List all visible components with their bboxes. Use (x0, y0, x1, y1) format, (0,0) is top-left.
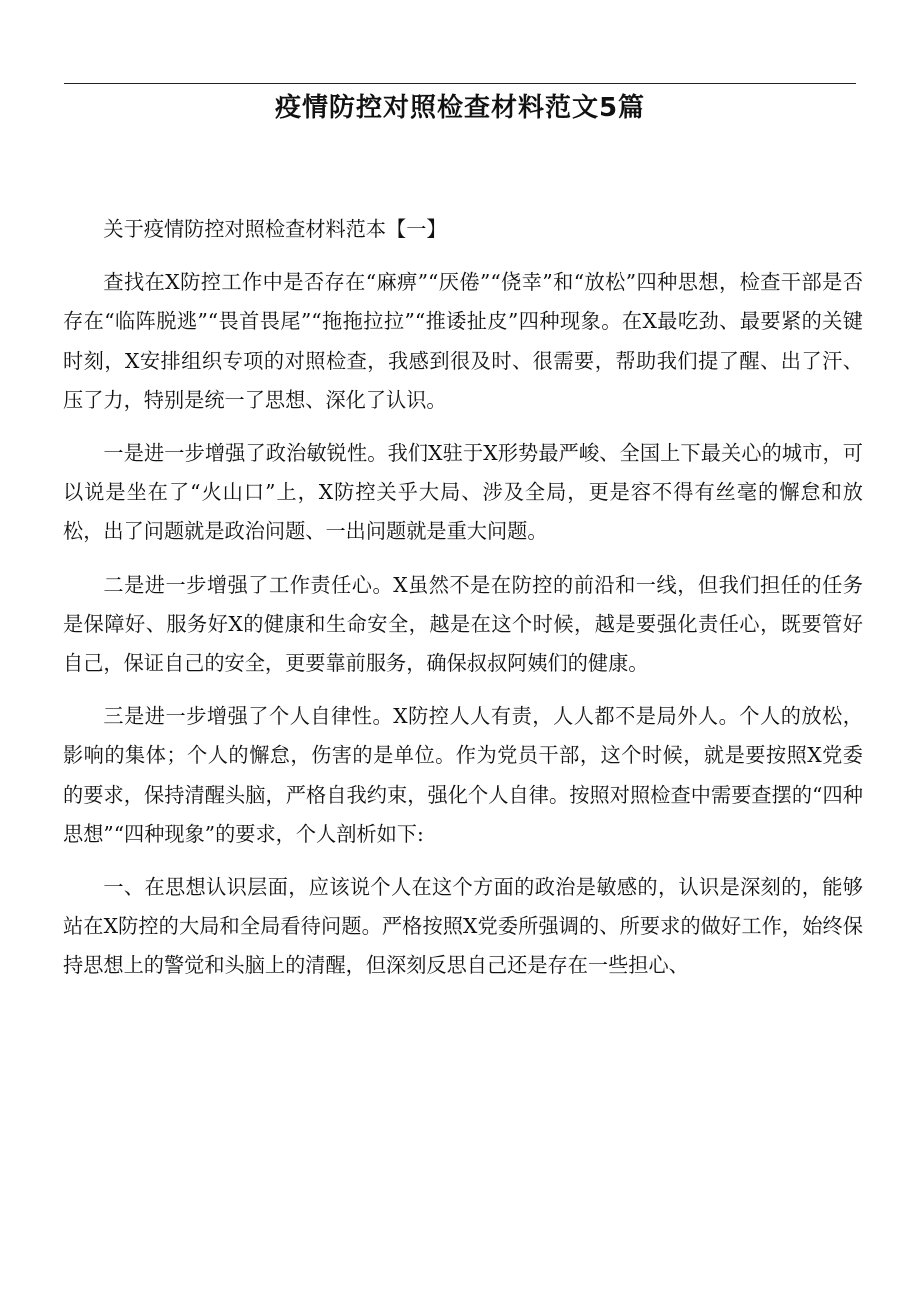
section-heading: 关于疫情防控对照检查材料范本【一】 (103, 217, 447, 241)
paragraph: 查找在X防控工作中是否存在“麻痹”“厌倦”“侥幸”和“放松”四种思想，检查干部是否存在“临阵脱逃”“畏首畏尾”“拖拖拉拉”“推诿扯皮”四种现象。在X最吃劲、最要紧的关键时刻，X安排组织专项的对照检查，我感到很及时、很需要，帮助我们提了醒、出了汗、压了力，特别是统一了思想、深化了认识。 (63, 270, 863, 412)
paragraph: 二是进一步增强了工作责任心。X虽然不是在防控的前沿和一线，但我们担任的任务是保障好、服务好X的健康和生命安全，越是在这个时候，越是要强化责任心，既要管好自己，保证自己的安全，更要靠前服务，确保叔叔阿姨们的健康。 (63, 572, 863, 676)
document-body (63, 210, 863, 986)
paragraph: 一是进一步增强了政治敏锐性。我们X驻于X形势最严峻、全国上下最关心的城市，可以说是坐在了“火山口”上，X防控关乎大局、涉及全局，更是容不得有丝毫的懈怠和放松，出了问题就是政治问题、一出问题就是重大问题。 (63, 441, 863, 544)
paragraph: 一、在思想认识层面，应该说个人在这个方面的政治是敏感的，认识是深刻的，能够站在X防控的大局和全局看待问题。严格按照X党委所强调的、所要求的做好工作，始终保持思想上的警觉和头脑上的清醒，但深刻反思自己还是存在一些担心、 (63, 875, 863, 978)
header-rule (64, 83, 856, 84)
document-title: 疫情防控对照检查材料范文5篇 (274, 93, 646, 123)
paragraph: 三是进一步增强了个人自律性。X防控人人有责，人人都不是局外人。个人的放松，影响的集体；个人的懈怠，伤害的是单位。作为党员干部，这个时候，就是要按照X党委的要求，保持清醒头脑，严格自我约束，强化个人自律。按照对照检查中需要查摆的“四种思想”“四种现象”的要求，个人剖析如下: (63, 704, 863, 846)
